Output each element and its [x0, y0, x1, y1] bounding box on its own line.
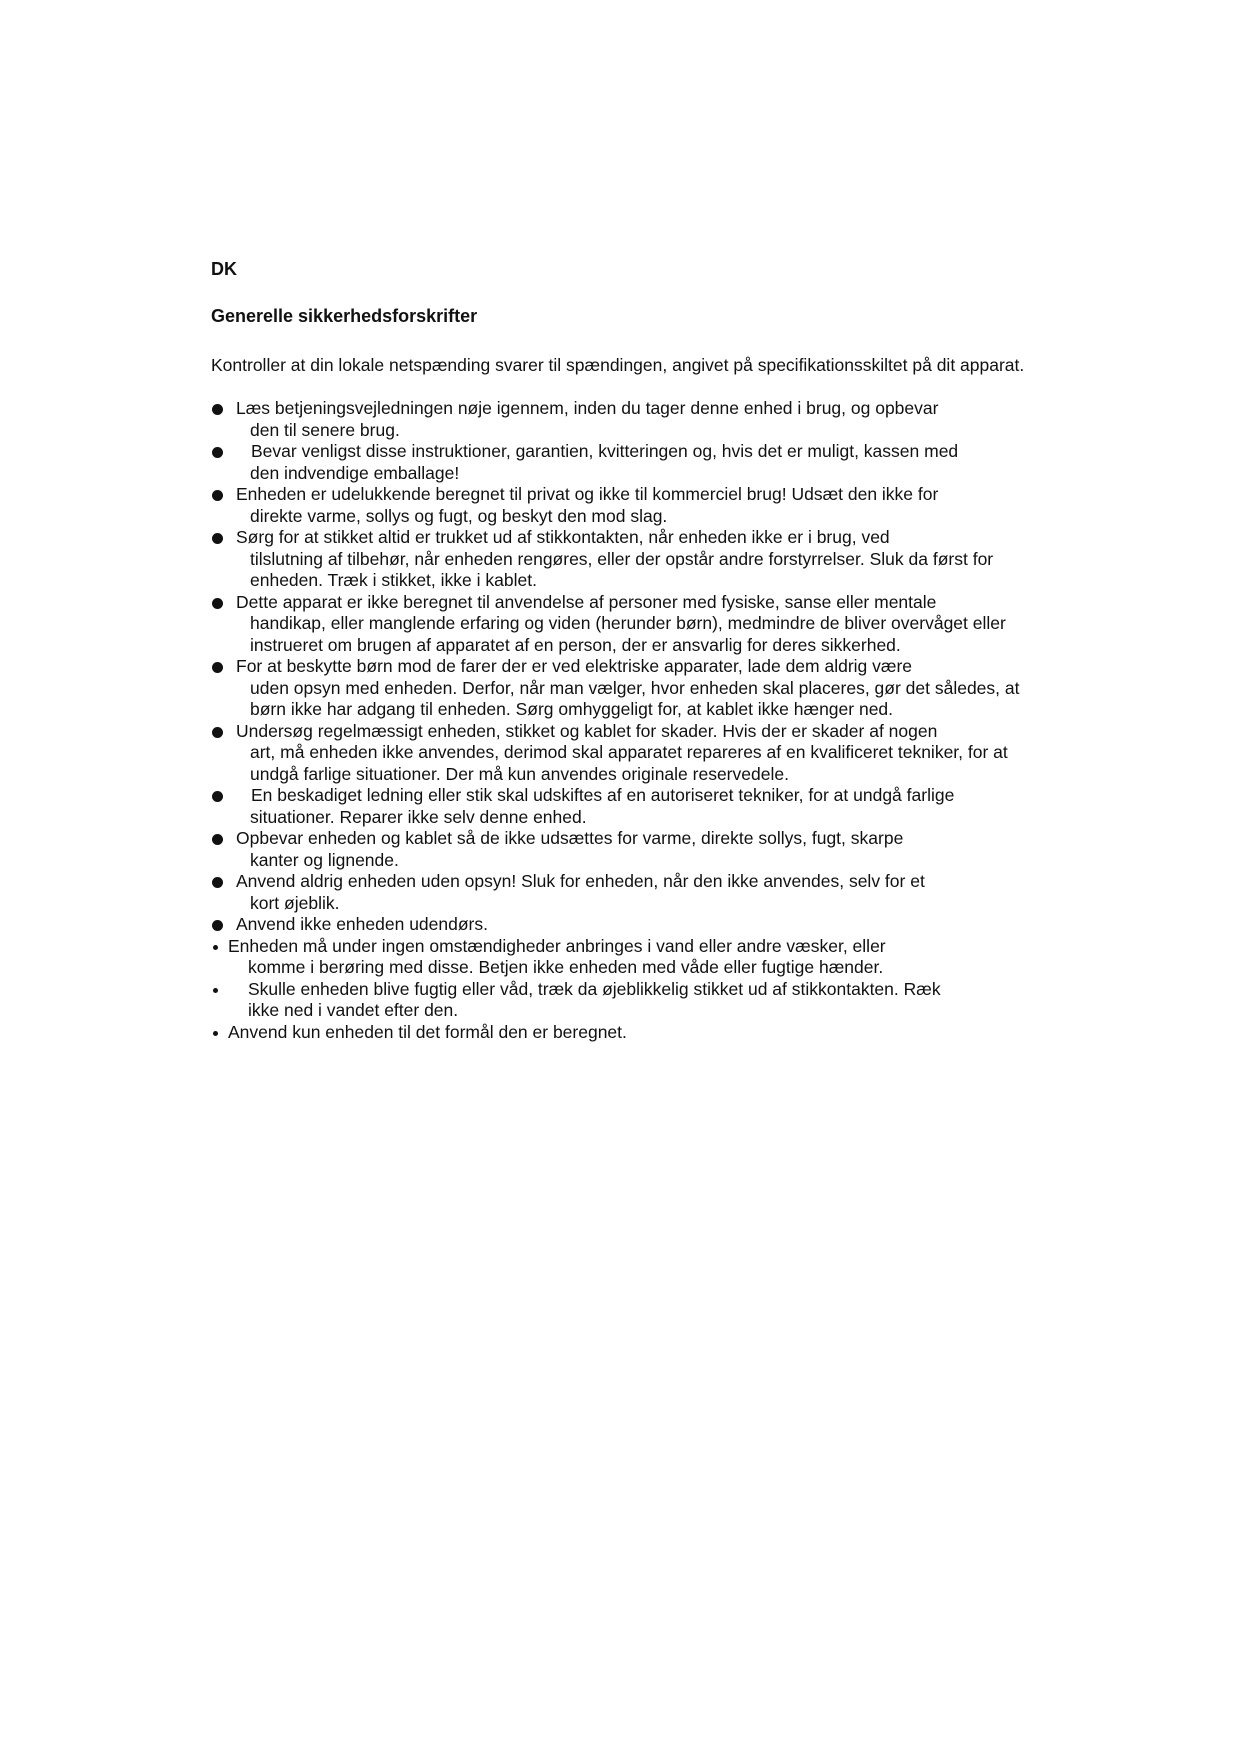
- safety-rule-continuation: art, må enheden ikke anvendes, derimod skal apparatet repareres af en kvalificeret tekniker, for at undgå farlige situationer. Der må kun anvendes originale reservedele.: [250, 742, 1008, 784]
- document-page: [211, 258, 1041, 1042]
- safety-rule-continuation: den til senere brug.: [250, 419, 400, 440]
- safety-rule-first-line: En beskadiget ledning eller stik skal udskiftes af en autoriseret tekniker, for at undgå farlige: [251, 785, 955, 805]
- safety-rule-continuation: kanter og lignende.: [250, 849, 399, 870]
- small-bullet-icon: [211, 979, 231, 993]
- safety-rule-first-line: Sørg for at stikket altid er trukket ud af stikkontakten, når enheden ikke er i brug, ved: [236, 527, 890, 547]
- safety-rule-continuation: komme i berøring med disse. Betjen ikke enheden med våde eller fugtige hænder.: [248, 957, 884, 977]
- safety-rule-item: [211, 936, 1041, 979]
- small-bullet-icon: [211, 936, 231, 950]
- bullet-icon: [211, 721, 231, 738]
- bullet-icon: [211, 441, 231, 458]
- safety-rule-text: [236, 871, 1041, 914]
- safety-rule-continuation: uden opsyn med enheden. Derfor, når man vælger, hvor enheden skal placeres, gør det således, at børn ikke har adgang til enheden. Sørg omhyggeligt for, at kablet ikke hænger ned.: [250, 677, 1020, 719]
- safety-rule-text: [236, 828, 1041, 871]
- bullet-icon: [211, 398, 231, 415]
- bullet-icon: [211, 871, 231, 888]
- bullet-icon: [211, 592, 231, 609]
- safety-rule-text: [228, 1022, 1041, 1044]
- safety-rule-item: [211, 979, 1041, 1022]
- safety-rule-first-line: Bevar venligst disse instruktioner, garantien, kvitteringen og, hvis det er muligt, kassen med: [251, 441, 959, 461]
- safety-rule-item: [211, 398, 1041, 441]
- safety-rule-first-line: Dette apparat er ikke beregnet til anvendelse af personer med fysiske, sanse eller mentale: [236, 591, 937, 612]
- safety-rule-item: [211, 871, 1041, 914]
- safety-rule-text: [236, 721, 1041, 786]
- safety-rules-list: [211, 398, 1041, 1043]
- safety-rule-first-line: Anvend kun enheden til det formål den er beregnet.: [228, 1021, 627, 1042]
- safety-rule-first-line: Anvend aldrig enheden uden opsyn! Sluk for enheden, når den ikke anvendes, selv for et: [236, 871, 925, 891]
- safety-rule-text: [236, 484, 1041, 527]
- safety-rule-first-line: Enheden er udelukkende beregnet til privat og ikke til kommerciel brug! Udsæt den ikke for: [236, 484, 939, 504]
- bullet-icon: [211, 484, 231, 501]
- safety-rule-text: [228, 936, 1041, 979]
- intro-paragraph: Kontroller at din lokale netspænding svarer til spændingen, angivet på specifikationsskiltet på dit apparat.: [211, 355, 1025, 375]
- safety-rule-item: [211, 656, 1041, 721]
- safety-rule-text: [236, 785, 1041, 828]
- small-bullet-icon: [211, 1022, 231, 1036]
- safety-rule-item: [211, 721, 1041, 786]
- safety-rule-text: [228, 979, 1041, 1022]
- safety-rule-text: [236, 527, 1041, 592]
- language-code: DK: [211, 259, 237, 279]
- safety-rule-continuation: situationer. Reparer ikke selv denne enhed.: [250, 806, 587, 827]
- safety-rule-item: [211, 441, 1041, 484]
- safety-rule-text: [236, 398, 1041, 441]
- safety-rule-item: [211, 527, 1041, 592]
- safety-rule-first-line: Enheden må under ingen omstændigheder anbringes i vand eller andre væsker, eller: [228, 935, 886, 956]
- safety-rule-text: [236, 656, 1041, 721]
- safety-rule-text: [236, 914, 1041, 936]
- safety-rule-continuation: handikap, eller manglende erfaring og viden (herunder børn), medmindre de bliver overvåget eller instrueret om brugen af apparatet af en person, der er ansvarlig for deres sikkerhed.: [250, 613, 1006, 655]
- safety-rule-item: [211, 828, 1041, 871]
- bullet-icon: [211, 785, 231, 802]
- bullet-icon: [211, 656, 231, 673]
- safety-rule-text: [236, 441, 1041, 484]
- safety-rule-first-line: For at beskytte børn mod de farer der er ved elektriske apparater, lade dem aldrig være: [236, 656, 913, 676]
- safety-rule-item: [211, 914, 1041, 936]
- section-title: Generelle sikkerhedsforskrifter: [211, 306, 478, 326]
- safety-rule-item: [211, 484, 1041, 527]
- safety-rule-first-line: Skulle enheden blive fugtig eller våd, træk da øjeblikkelig stikket ud af stikkontakten. Ræk: [248, 978, 941, 999]
- safety-rule-item: [211, 1022, 1041, 1044]
- safety-rule-continuation: direkte varme, sollys og fugt, og beskyt den mod slag.: [250, 505, 668, 526]
- bullet-icon: [211, 527, 231, 544]
- safety-rule-first-line: Opbevar enheden og kablet så de ikke udsættes for varme, direkte sollys, fugt, skarpe: [236, 828, 904, 848]
- safety-rule-item: [211, 785, 1041, 828]
- safety-rule-first-line: Anvend ikke enheden udendørs.: [236, 914, 488, 934]
- safety-rule-continuation: den indvendige emballage!: [250, 462, 460, 483]
- safety-rule-continuation: ikke ned i vandet efter den.: [248, 1000, 459, 1020]
- bullet-icon: [211, 914, 231, 931]
- safety-rule-text: [236, 592, 1041, 657]
- safety-rule-continuation: tilslutning af tilbehør, når enheden rengøres, eller der opstår andre forstyrrelser. Sluk da først for enheden. Træk i stikket, ikke i kablet.: [250, 548, 994, 590]
- safety-rule-continuation: kort øjeblik.: [250, 892, 340, 913]
- safety-rule-first-line: Undersøg regelmæssigt enheden, stikket og kablet for skader. Hvis der er skader af nogen: [236, 720, 938, 741]
- bullet-icon: [211, 828, 231, 845]
- safety-rule-item: [211, 592, 1041, 657]
- safety-rule-first-line: Læs betjeningsvejledningen nøje igennem, inden du tager denne enhed i brug, og opbevar: [236, 398, 939, 418]
